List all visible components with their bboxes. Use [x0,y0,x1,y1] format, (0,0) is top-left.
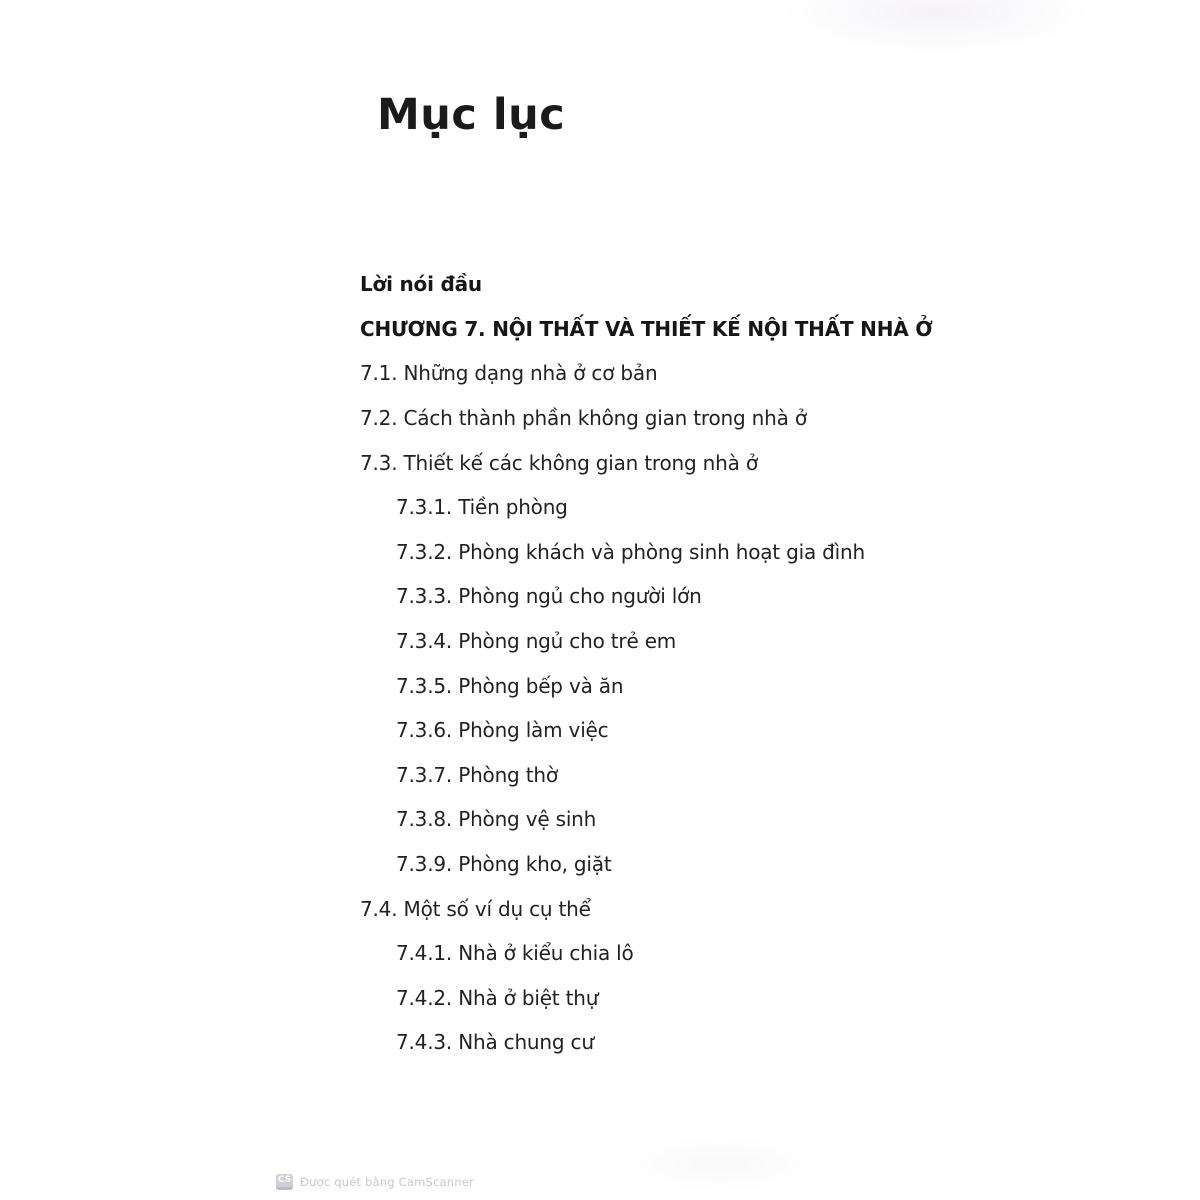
watermark-text: Được quét bằng CamScanner [300,1175,474,1189]
toc-item: 7.4.2. Nhà ở biệt thự [396,985,599,1010]
toc-item: 7.3.8. Phòng vệ sinh [396,807,597,832]
toc-item: 7.3.6. Phòng làm việc [396,718,609,743]
camscanner-watermark [276,1174,474,1190]
toc-item: Lời nói đầu [360,272,482,297]
toc-item: 7.3.2. Phòng khách và phòng sinh hoạt gia đình [396,539,865,564]
toc-list [360,262,1000,1065]
toc-item: 7.3.3. Phòng ngủ cho người lớn [396,584,702,609]
toc-item: 7.3.4. Phòng ngủ cho trẻ em [396,629,677,654]
toc-item: 7.4.1. Nhà ở kiểu chia lô [396,941,634,966]
camscanner-icon: CS [276,1174,293,1190]
toc-item: CHƯƠNG 7. NỘI THẤT VÀ THIẾT KẾ NỘI THẤT NHÀ Ở [360,316,933,341]
toc-item: 7.3.5. Phòng bếp và ăn [396,673,624,698]
toc-item: 7.4.3. Nhà chung cư [396,1030,594,1055]
toc-item: 7.2. Cách thành phần không gian trong nhà ở [360,406,807,431]
toc-item: 7.3. Thiết kế các không gian trong nhà ở [360,450,758,475]
toc-item: 7.3.7. Phòng thờ [396,762,558,787]
page-title: Mục lục [377,90,566,140]
toc-item: 7.3.9. Phòng kho, giặt [396,852,612,877]
toc-item: 7.1. Những dạng nhà ở cơ bản [360,361,658,386]
toc-item: 7.4. Một số ví dụ cụ thể [360,896,591,921]
toc-item: 7.3.1. Tiền phòng [396,495,568,520]
